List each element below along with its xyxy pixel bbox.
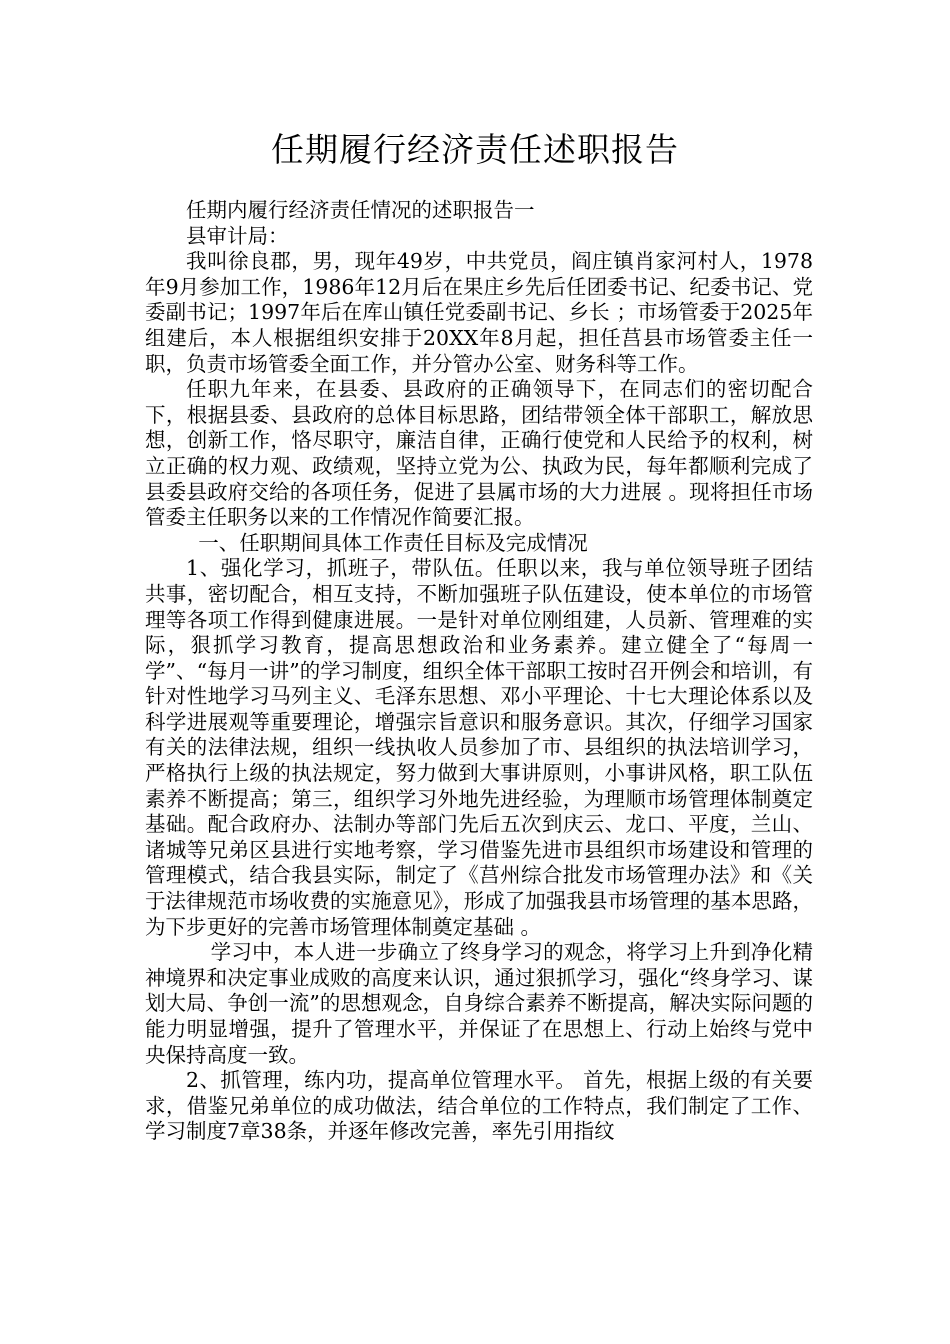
paragraph-item-2: 2、抓管理，练内功，提高单位管理水平。 首先，根据上级的有关要求，借鉴兄弟单位的成功做法，结合单位的工作特点，我们制定了工作、学习制度7章38条，并逐年修改完善，率先引用指纹 bbox=[145, 1068, 813, 1144]
report-subtitle: 任期内履行经济责任情况的述职报告一 bbox=[186, 198, 535, 222]
addressee: 县审计局： bbox=[186, 223, 289, 248]
paragraph-overview: 任职九年来，在县委、县政府的正确领导下，在同志们的密切配合下，根据县委、县政府的总体目标思路，团结带领全体干部职工，解放思想，创新工作，恪尽职守，廉洁自律，正确行使党和人民给予的权利，树立正确的权力观、政绩观，坚持立党为公、执政为民，每年都顺利完成了县委县政府交给的各项任务，促进了县属市场的大力进展 。现将担任市场管委主任职务以来的工作情况作简要汇报。 bbox=[145, 377, 813, 530]
document-title: 任期履行经济责任述职报告 bbox=[271, 130, 679, 169]
paragraph-intro: 我叫徐良郡，男，现年49岁，中共党员，阎庄镇肖家河村人，1978年9月参加工作，1986年12月后在果庄乡先后任团委书记、纪委书记、党委副书记；1997年后在库山镇任党委副书记、乡长 ；市场管委于2025年组建后，本人根据组织安排于20XX年8月起，担任莒县市场管委主任一职，负责市场管委全面工作，并分管办公室、财务科等工作。 bbox=[145, 249, 813, 376]
section-heading: 一、任职期间具体工作责任目标及完成情况 bbox=[198, 530, 588, 555]
document-body bbox=[145, 198, 813, 1145]
paragraph-item-1-follow: 学习中，本人进一步确立了终身学习的观念，将学习上升到净化精神境界和决定事业成败的高度来认识，通过狠抓学习，强化“终身学习、谋划大局、争创一流”的思想观念，自身综合素养不断提高，解决实际问题的能力明显增强，提升了管理水平，并保证了在思想上、行动上始终与党中央保持高度一致。 bbox=[145, 940, 813, 1067]
paragraph-item-1: 1、强化学习，抓班子，带队伍。任职以来，我与单位领导班子团结共事，密切配合，相互支持，不断加强班子队伍建设，使本单位的市场管理等各项工作得到健康进展。一是针对单位刚组建，人员新、管理难的实际，狠抓学习教育，提高思想政治和业务素养。建立健全了“每周一学”、“每月一讲”的学习制度，组织全体干部职工按时召开例会和培训，有针对性地学习马列主义、毛泽东思想、邓小平理论、十七大理论体系以及科学进展观等重要理论，增强宗旨意识和服务意识。其次，仔细学习国家有关的法律法规，组织一线执收人员参加了市、县组织的执法培训学习，严格执行上级的执法规定，努力做到大事讲原则，小事讲风格，职工队伍素养不断提高；第三，组织学习外地先进经验，为理顺市场管理体制奠定基础。配合政府办、法制办等部门先后五次到庆云、龙口、平度，兰山、诸城等兄弟区县进行实地考察，学习借鉴先进市县组织市场建设和管理的管理模式，结合我县实际，制定了《莒州综合批发市场管理办法》和《关于法律规范市场收费的实施意见》，形成了加强我县市场管理的基本思路，为下步更好的完善市场管理体制奠定基础 。 bbox=[145, 556, 813, 939]
